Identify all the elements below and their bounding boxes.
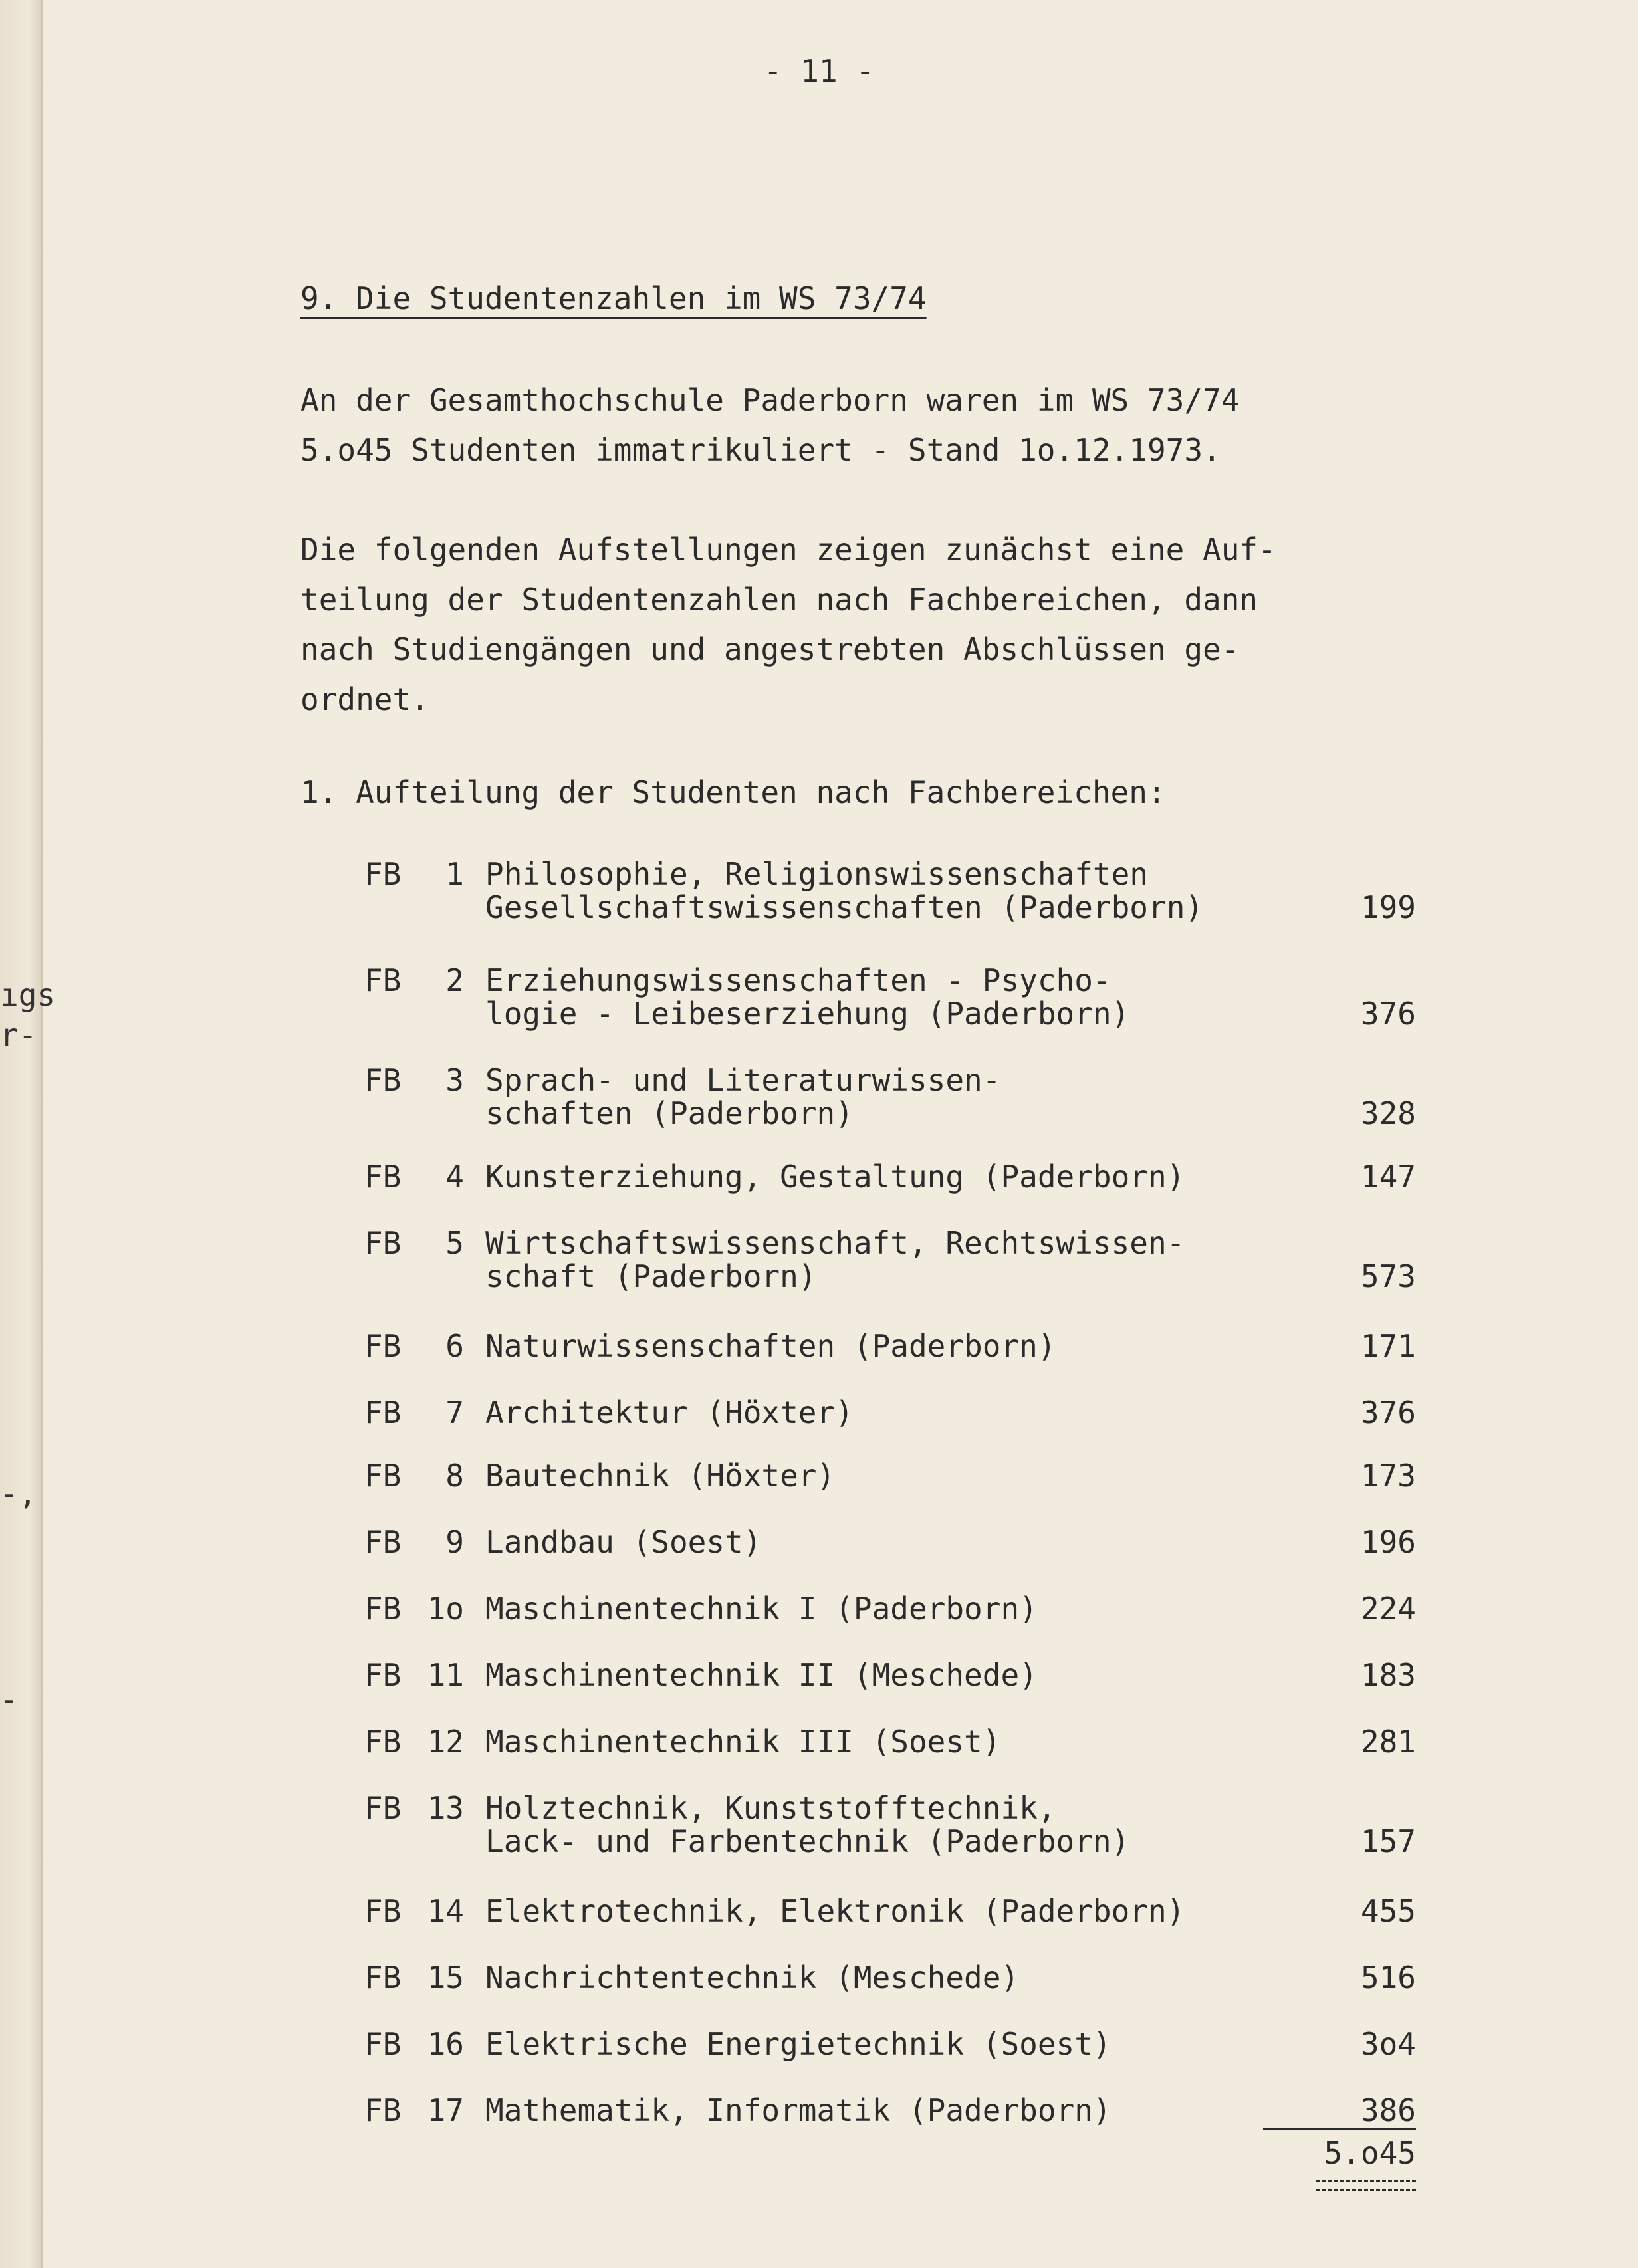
margin-fragment: -	[0, 1682, 19, 1718]
fb-name: Bautechnik (Höxter)	[485, 1458, 836, 1494]
fb-number: 12	[427, 1724, 464, 1759]
fb-student-count: 199	[1360, 889, 1416, 925]
fb-name: Nachrichtentechnik (Meschede)	[485, 1960, 1020, 1995]
fb-student-count: 224	[1360, 1591, 1416, 1627]
fb-number: 16	[427, 2026, 464, 2062]
fb-name: Naturwissenschaften (Paderborn)	[485, 1328, 1056, 1364]
fb-name: Maschinentechnik III (Soest)	[485, 1724, 1001, 1759]
fb-number: 17	[427, 2093, 464, 2128]
fb-number: 8	[445, 1458, 464, 1494]
intro-paragraph	[300, 376, 1239, 475]
fb-student-count: 573	[1360, 1258, 1416, 1294]
subsection-title: 1. Aufteilung der Studenten nach Fachbereichen:	[300, 774, 1166, 810]
fb-number: 9	[445, 1524, 464, 1560]
previous-page-edge	[0, 0, 56, 2268]
fb-student-count: 3o4	[1360, 2026, 1416, 2062]
fb-number: 2	[445, 963, 464, 998]
fb-number: 14	[427, 1893, 464, 1929]
fb-prefix: FB	[364, 1657, 402, 1693]
paragraph-line: teilung der Studentenzahlen nach Fachbereichen, dann	[300, 582, 1258, 618]
fb-student-count: 173	[1360, 1458, 1416, 1494]
fb-number: 4	[445, 1159, 464, 1194]
description-paragraph	[300, 525, 1276, 725]
fb-name: Holztechnik, Kunststofftechnik, Lack- und Farbentechnik (Paderborn)	[485, 1790, 1130, 1859]
fb-prefix: FB	[364, 1328, 402, 1364]
fb-prefix: FB	[364, 1790, 402, 1826]
fb-student-count: 171	[1360, 1328, 1416, 1364]
total-count: 5.o45	[1324, 2135, 1416, 2171]
fb-name: Sprach- und Literaturwissen- schaften (Paderborn)	[485, 1062, 1001, 1131]
fb-name: Philosophie, Religionswissenschaften Gesellschaftswissenschaften (Paderborn)	[485, 856, 1204, 925]
fb-prefix: FB	[364, 1893, 402, 1929]
fb-student-count: 147	[1360, 1159, 1416, 1194]
section-heading: 9. Die Studentenzahlen im WS 73/74	[300, 281, 927, 316]
fb-student-count: 516	[1360, 1960, 1416, 1995]
page-number: - 11 -	[763, 53, 875, 89]
fb-name: Wirtschaftswissenschaft, Rechtswissen- schaft (Paderborn)	[485, 1225, 1185, 1294]
fb-prefix: FB	[364, 1395, 402, 1430]
fb-prefix: FB	[364, 1591, 402, 1627]
fb-student-count: 376	[1360, 1395, 1416, 1430]
fb-number: 6	[445, 1328, 464, 1364]
fb-name: Elektrotechnik, Elektronik (Paderborn)	[485, 1893, 1185, 1929]
fb-prefix: FB	[364, 963, 402, 998]
margin-fragment: ıgs	[0, 977, 56, 1013]
margin-fragment: -,	[0, 1476, 37, 1512]
fb-number: 15	[427, 1960, 464, 1995]
fb-name: Maschinentechnik II (Meschede)	[485, 1657, 1038, 1693]
fb-student-count: 183	[1360, 1657, 1416, 1693]
fb-number: 1	[445, 856, 464, 892]
fb-prefix: FB	[364, 1159, 402, 1194]
fb-prefix: FB	[364, 2093, 402, 2128]
fb-name: Elektrische Energietechnik (Soest)	[485, 2026, 1112, 2062]
fb-number: 5	[445, 1225, 464, 1261]
fb-number: 11	[427, 1657, 464, 1693]
paragraph-line: nach Studiengängen und angestrebten Abschlüssen ge-	[300, 631, 1240, 667]
fb-student-count: 455	[1360, 1893, 1416, 1929]
intro-line: An der Gesamthochschule Paderborn waren im WS 73/74	[300, 382, 1240, 418]
fb-prefix: FB	[364, 2026, 402, 2062]
total-double-underline	[1316, 2180, 1416, 2191]
fb-name: Architektur (Höxter)	[485, 1395, 854, 1430]
fb-student-count: 376	[1360, 996, 1416, 1032]
fb-name: Kunsterziehung, Gestaltung (Paderborn)	[485, 1159, 1185, 1194]
fb-name: Erziehungswissenschaften - Psycho- logie - Leibeserziehung (Paderborn)	[485, 963, 1130, 1032]
fb-prefix: FB	[364, 1724, 402, 1759]
fb-prefix: FB	[364, 1960, 402, 1995]
fb-name: Maschinentechnik I (Paderborn)	[485, 1591, 1038, 1627]
fb-prefix: FB	[364, 1225, 402, 1261]
fb-number: 13	[427, 1790, 464, 1826]
fb-student-count: 386	[1263, 2094, 1416, 2130]
fb-number: 7	[445, 1395, 464, 1430]
fb-prefix: FB	[364, 1458, 402, 1494]
fb-prefix: FB	[364, 856, 402, 892]
fb-number: 1o	[427, 1591, 464, 1627]
fb-student-count: 157	[1360, 1823, 1416, 1859]
intro-line: 5.o45 Studenten immatrikuliert - Stand 1o.12.1973.	[300, 432, 1221, 468]
fb-student-count: 328	[1360, 1095, 1416, 1131]
fb-name: Mathematik, Informatik (Paderborn)	[485, 2093, 1112, 2128]
fb-number: 3	[445, 1062, 464, 1098]
fb-student-count: 196	[1360, 1524, 1416, 1560]
paragraph-line: ordnet.	[300, 681, 429, 717]
fb-prefix: FB	[364, 1524, 402, 1560]
fb-prefix: FB	[364, 1062, 402, 1098]
margin-fragment: r-	[0, 1017, 37, 1053]
paragraph-line: Die folgenden Aufstellungen zeigen zunächst eine Auf-	[300, 532, 1276, 568]
fb-name: Landbau (Soest)	[485, 1524, 762, 1560]
fb-student-count: 281	[1360, 1724, 1416, 1759]
